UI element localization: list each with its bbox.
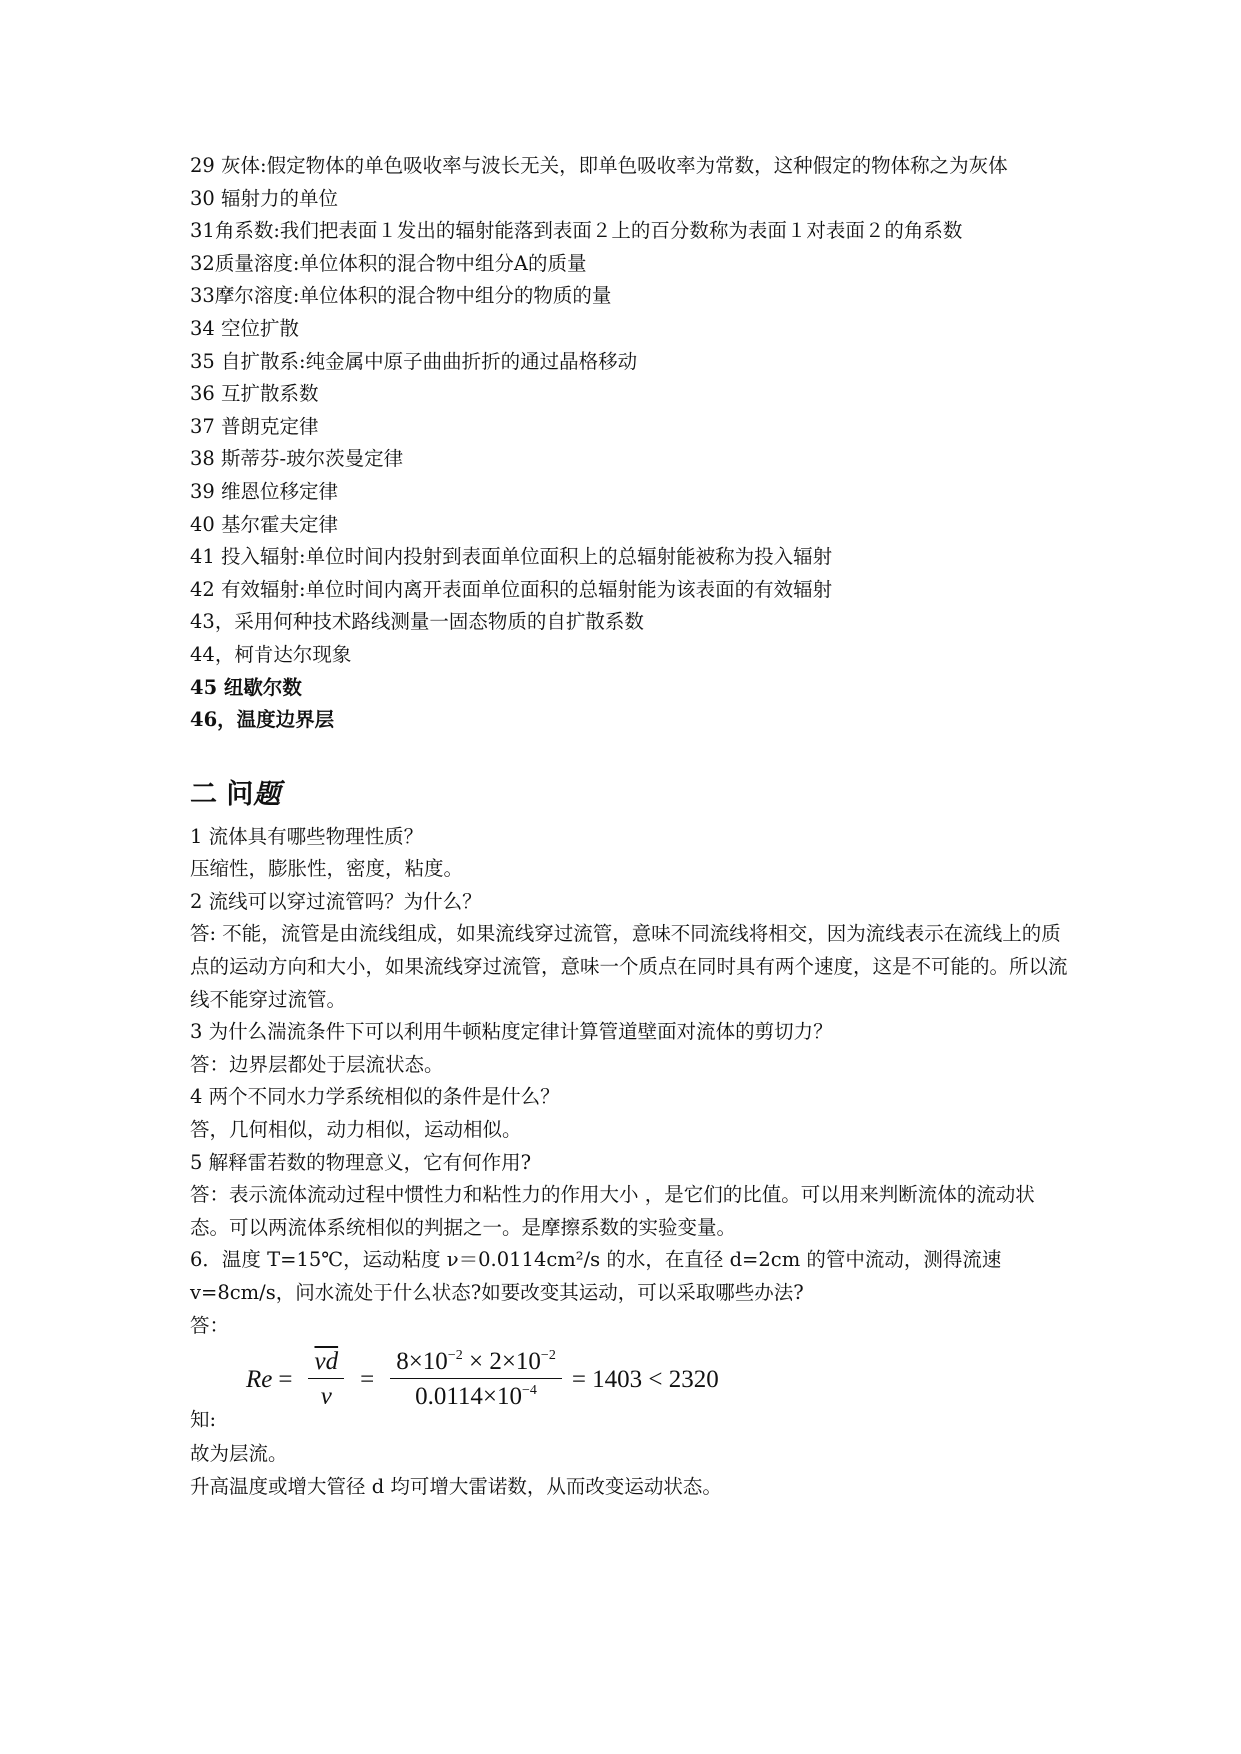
term-item: 45 纽歇尔数: [190, 675, 302, 699]
den-part: 0.0114×10: [415, 1383, 523, 1411]
conclusion-text: [190, 1438, 1070, 1503]
formula-eq-2: =: [360, 1365, 375, 1393]
fraction-2-numerator: [390, 1348, 562, 1379]
qa-line: 答: 不能，流管是由流线组成，如果流线穿过流管，意味不同流线将相交，因为流线表示在流线上的质点的运动方向和大小，如果流线穿过流管，意味一个质点在同时具有两个速度，这是不可能的。所以流线不能穿过流管。: [190, 922, 1068, 1011]
qa-line: 压缩性，膨胀性，密度，粘度。: [190, 857, 464, 881]
num-part-2: × 2×10: [462, 1348, 541, 1376]
term-item: 40 基尔霍夫定律: [190, 512, 339, 536]
term-item: 31角系数:我们把表面１发出的辐射能落到表面２上的百分数称为表面１对表面２的角系数: [190, 219, 963, 243]
term-item: 39 维恩位移定律: [190, 479, 339, 503]
fraction-2: [390, 1348, 562, 1411]
term-item: 33摩尔溶度:单位体积的混合物中组分的物质的量: [190, 284, 612, 308]
terms-list: [190, 150, 1070, 737]
term-item: 42 有效辐射:单位时间内离开表面单位面积的总辐射能为该表面的有效辐射: [190, 577, 833, 601]
term-item: 32质量溶度:单位体积的混合物中组分A的质量: [190, 251, 587, 275]
term-item: 46，温度边界层: [190, 708, 335, 732]
qa-line: 6．温度 T=15℃，运动粘度 ν＝0.0114cm²/s 的水，在直径 d=2cm 的管中流动，测得流速 v=8cm/s，问水流处于什么状态?如要改变其运动，可以采取哪些办法?: [190, 1248, 1002, 1304]
formula-prefix: 知:: [190, 1408, 217, 1432]
qa-line: 1 流体具有哪些物理性质？: [190, 824, 424, 848]
num-exp-2: −2: [540, 1348, 556, 1364]
qa-line: 3 为什么湍流条件下可以利用牛顿粘度定律计算管道壁面对流体的剪切力？: [190, 1020, 833, 1044]
section-heading-text: 二 问: [190, 778, 254, 810]
conclusion-line: 升高温度或增大管径 d 均可增大雷诺数，从而改变运动状态。: [190, 1474, 722, 1498]
qa-line: 答：: [190, 1313, 230, 1337]
term-item: 38 斯蒂芬-玻尔茨曼定律: [190, 447, 404, 471]
term-item: 34 空位扩散: [190, 316, 300, 340]
term-item: 29 灰体:假定物体的单色吸收率与波长无关，即单色吸收率为常数，这种假定的物体称之为灰体: [190, 154, 1008, 177]
term-item: 36 互扩散系数: [190, 382, 319, 406]
section-heading-emph: 题: [253, 778, 281, 810]
term-item: 35 自扩散系:纯金属中原子曲曲折折的通过晶格移动: [190, 349, 638, 373]
qa-list: [190, 821, 1070, 1343]
qa-line: 答：表示流体流动过程中惯性力和粘性力的作用大小 ，是它们的比值。可以用来判断流体的流动状态。可以两流体系统相似的判据之一。是摩擦系数的实验变量。: [190, 1183, 1035, 1239]
fraction-2-denominator: [409, 1379, 543, 1411]
fraction-1-numerator: $\overline{vd}$: [308, 1348, 344, 1379]
fraction-1-denominator: ν: [320, 1383, 332, 1411]
qa-line: 5 解释雷若数的物理意义，它有何作用?: [190, 1150, 532, 1174]
document-page: [190, 150, 1070, 1503]
reynolds-formula: [190, 1342, 1070, 1438]
formula-eq: =: [278, 1365, 293, 1393]
term-item: 44，柯肯达尔现象: [190, 642, 352, 666]
formula-rhs: = 1403 < 2320: [571, 1365, 719, 1393]
qa-line: 答，几何相似，动力相似，运动相似。: [190, 1118, 522, 1142]
qa-line: 答：边界层都处于层流状态。: [190, 1052, 444, 1076]
qa-line: 2 流线可以穿过流管吗？为什么？: [190, 889, 482, 913]
num-exp-1: −2: [447, 1348, 463, 1364]
term-item: 41 投入辐射:单位时间内投射到表面单位面积上的总辐射能被称为投入辐射: [190, 545, 833, 569]
conclusion-line: 故为层流。: [190, 1442, 288, 1466]
formula-expression: [246, 1348, 719, 1411]
qa-line: 4 两个不同水力学系统相似的条件是什么？: [190, 1085, 560, 1109]
num-part-1: 8×10: [396, 1348, 448, 1376]
fraction-1: [308, 1348, 344, 1411]
formula-lhs: Re: [246, 1365, 273, 1393]
den-exp: −4: [522, 1383, 537, 1399]
section-heading: [190, 771, 1070, 819]
term-item: 43，采用何种技术路线测量一固态物质的自扩散系数: [190, 610, 644, 634]
term-item: 30 辐射力的单位: [190, 186, 339, 210]
term-item: 37 普朗克定律: [190, 414, 319, 438]
